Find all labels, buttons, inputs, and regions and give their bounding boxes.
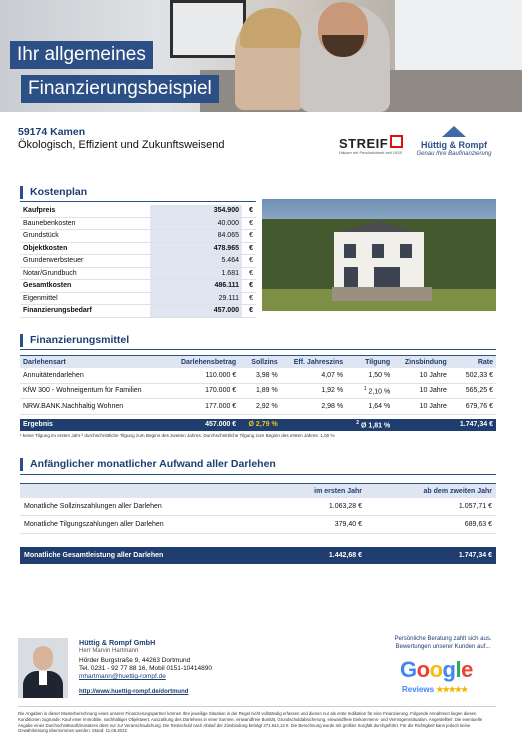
huettig-rompf-logo: [412, 126, 496, 157]
streif-logo-text: STREIF: [339, 136, 389, 151]
divider: [20, 201, 256, 202]
table-cell: 4,07 %: [281, 368, 346, 383]
table-cell: 170.000 €: [167, 383, 239, 399]
kostenplan-value: 5.464: [150, 255, 242, 268]
table-cell: 3,98 %: [239, 368, 281, 383]
streif-square-icon: [390, 135, 403, 148]
total-row: [20, 547, 496, 564]
table-cell: 177.000 €: [167, 399, 239, 415]
result-label: Ergebnis: [20, 419, 167, 431]
kostenplan-label: Kaufpreis: [20, 205, 150, 217]
google-reviews-label: [402, 685, 467, 694]
kostenplan-row: [20, 255, 256, 268]
kostenplan-value: 354.900: [150, 205, 242, 217]
kostenplan-row: [20, 292, 256, 305]
table-row: [20, 399, 496, 415]
avatar-head: [33, 646, 53, 670]
table-cell: 2,92 %: [239, 399, 281, 415]
kostenplan-row: [20, 305, 256, 318]
table-cell: 10 Jahre: [393, 399, 450, 415]
kostenplan-cur: €: [242, 267, 256, 280]
google-logo[interactable]: [400, 657, 473, 683]
kostenplan-label: Grunderwerbsteuer: [20, 255, 150, 268]
kostenplan-table: [20, 205, 256, 318]
col-header: Darlehensart: [20, 356, 167, 369]
col-header: im ersten Jahr: [271, 484, 366, 499]
house-photo: [262, 199, 496, 311]
section-title-kostenplan: Kostenplan: [20, 186, 87, 199]
table-cell: 679,76 €: [450, 399, 496, 415]
hero-title-line1: Ihr allgemeines: [10, 41, 153, 69]
result-row: [20, 419, 496, 431]
table-cell: 10 Jahre: [393, 368, 450, 383]
finanzierung-table: [20, 355, 496, 431]
kostenplan-cur: €: [242, 205, 256, 217]
disclaimer-text: Die Angaben in dieser Musterberechnung eines unserer Finanzierungspartner können Ihre jeweilige Situation in der Regel nicht vollständig erfassen und dienen nur als erste Indikation für eine Finanzierung. Folgende Annahmen liegen diesen Konditionen zugrunde: Kauf einer Immobilie, nachhaltiger Objektwert, Auszahlung des Darlehens in einer Summe, einwandfreie Bonität, Grundschuldabsicherung, einwandfreie Einkommens- und Vermögenssituation. Angestellte/r. Die eventuelle Angabe eines Durchschnittssollzinssatzes dient nur zur Veranschaulichung. Die Restschuld nach Ablauf der Zinsbindung beträgt 371.942,13 €. Die Berechnung wurde mit größter Sorgfalt durchgeführt. Für die Richtigkeit kann jedoch keine Gewährleistung übernommen werden. Stand: 11.05.2022: [18, 711, 483, 734]
avatar: [18, 638, 68, 698]
row-value-year1: 379,40 €: [271, 516, 366, 534]
footnote-mark: 2: [356, 419, 360, 426]
google-letter: l: [455, 657, 462, 682]
section-title-aufwand: Anfänglicher monatlicher Aufwand aller Darlehen: [20, 458, 276, 471]
contact-address: Hörder Burgstraße 9, 44263 Dortmund: [79, 657, 191, 664]
col-header: ab dem zweiten Jahr: [366, 484, 496, 499]
result-rate: 1.747,34 €: [450, 419, 496, 431]
kostenplan-label: Baunebenkosten: [20, 217, 150, 230]
table-row: [20, 383, 496, 399]
table-cell-tilgung: [346, 383, 393, 399]
kostenplan-value: 457.000: [150, 305, 242, 318]
kostenplan-row: [20, 217, 256, 230]
aufwand-table: [20, 483, 496, 564]
kostenplan-value: 84.065: [150, 230, 242, 243]
kostenplan-cur: €: [242, 217, 256, 230]
google-letter: e: [461, 657, 473, 682]
avatar-shirt: [39, 671, 47, 685]
table-cell: 502,33 €: [450, 368, 496, 383]
section-title-finanzierungsmittel: Finanzierungsmittel: [20, 334, 129, 347]
kostenplan-cur: €: [242, 230, 256, 243]
kostenplan-label: Gesamtkosten: [20, 280, 150, 293]
table-cell: 1,92 %: [281, 383, 346, 399]
result-tilgung: Ø 1,81 %: [361, 422, 391, 430]
house-subtitle: Ökologisch, Effizient und Zukunftsweisend: [18, 139, 225, 151]
table-cell: 2,98 %: [281, 399, 346, 415]
table-row: [20, 498, 496, 516]
photo-window: [372, 244, 384, 258]
photo-window: [374, 267, 400, 289]
kostenplan-row: [20, 267, 256, 280]
kostenplan-cur: €: [242, 292, 256, 305]
kostenplan-label: Grundstück: [20, 230, 150, 243]
footnote-mark: 1: [363, 386, 367, 393]
hr-logo-name: Hüttig & Rompf: [421, 140, 487, 150]
kostenplan-cur: €: [242, 280, 256, 293]
kostenplan-label: Notar/Grundbuch: [20, 267, 150, 280]
kostenplan-row: [20, 230, 256, 243]
table-cell: 110.000 €: [167, 368, 239, 383]
row-label: Monatliche Tilgungszahlungen aller Darlehen: [20, 516, 271, 534]
col-header: Zinsbindung: [393, 356, 450, 369]
contact-email-link[interactable]: mhartmann@huettig-rompf.de: [79, 673, 166, 680]
photo-terrace: [332, 287, 432, 301]
hero-title-line2: Finanzierungsbeispiel: [21, 75, 219, 103]
total-year2: 1.747,34 €: [366, 547, 496, 564]
col-header: Eff. Jahreszins: [281, 356, 346, 369]
row-label: Monatliche Sollzinszahlungen aller Darlehen: [20, 498, 271, 516]
table-cell: Annuitätendarlehen: [20, 368, 167, 383]
table-cell: 565,25 €: [450, 383, 496, 399]
table-cell: NRW.BANK.Nachhaltig Wohnen: [20, 399, 167, 415]
col-header: Rate: [450, 356, 496, 369]
contact-phone: Tel. 0231 - 92 77 88 16, Mobil 0151-10414890: [79, 665, 212, 672]
location-heading: 59174 Kamen: [18, 126, 86, 138]
kostenplan-value: 1.681: [150, 267, 242, 280]
result-sollzins: Ø 2,79 %: [239, 419, 281, 431]
kostenplan-row: [20, 242, 256, 255]
reviews-label: Reviews: [402, 685, 435, 694]
result-betrag: 457.000 €: [167, 419, 239, 431]
kostenplan-cur: €: [242, 305, 256, 318]
photo-window: [344, 244, 356, 258]
table-cell: KfW 300 - Wohneigentum für Familien: [20, 383, 167, 399]
result-empty: [393, 419, 450, 431]
table-cell: 1,50 %: [346, 368, 393, 383]
table-row: [20, 368, 496, 383]
col-header: Darlehensbetrag: [167, 356, 239, 369]
kostenplan-row: [20, 205, 256, 217]
kostenplan-value: 40.000: [150, 217, 242, 230]
tilgung-value: 2,10 %: [368, 388, 391, 396]
roof-icon: [442, 126, 466, 137]
streif-logo: [339, 135, 403, 151]
streif-tagline: Häuser mit Persönlichkeit seit 1928: [339, 150, 402, 155]
contact-website-link[interactable]: http://www.huettig-rompf.de/dortmund: [79, 689, 189, 695]
divider: [20, 349, 496, 350]
table-cell: 10 Jahre: [393, 383, 450, 399]
col-header: Sollzins: [239, 356, 281, 369]
kostenplan-label: Finanzierungsbedarf: [20, 305, 150, 318]
kostenplan-cur: €: [242, 242, 256, 255]
kostenplan-label: Objektkosten: [20, 242, 150, 255]
kostenplan-cur: €: [242, 255, 256, 268]
result-empty: [281, 419, 346, 431]
hr-logo-claim: Genau Ihre Baufinanzierung: [416, 151, 492, 157]
google-letter: o: [429, 657, 443, 682]
result-tilgung-cell: [346, 419, 393, 431]
table-cell: 1,89 %: [239, 383, 281, 399]
row-value-year1: 1.063,28 €: [271, 498, 366, 516]
google-letter: g: [442, 657, 456, 682]
divider: [20, 474, 496, 475]
google-letter: o: [416, 657, 430, 682]
row-value-year2: 689,63 €: [366, 516, 496, 534]
table-cell: 1,64 %: [346, 399, 393, 415]
divider: [18, 706, 496, 707]
star-rating-icon: ★★★★★: [436, 685, 468, 694]
contact-person: Herr Marvin Hartmann: [79, 648, 139, 654]
kostenplan-value: 486.111: [150, 280, 242, 293]
row-value-year2: 1.057,71 €: [366, 498, 496, 516]
reviews-text: Persönliche Beratung zahlt sich aus. Bewertungen unserer Kunden auf...: [394, 636, 492, 650]
kostenplan-value: 29.111: [150, 292, 242, 305]
kostenplan-row: [20, 280, 256, 293]
total-year1: 1.442,68 €: [271, 547, 366, 564]
kostenplan-label: Eigenmittel: [20, 292, 150, 305]
contact-company: Hüttig & Rompf GmbH: [79, 638, 156, 647]
footnote: ¹ keine Tilgung im ersten Jahr ² durchschnittliche Tilgung zum Beginn des zweiten Jahres. Durchschnittliche Tilgung zum Beginn des ersten Jahres: 1,00 %: [20, 433, 335, 438]
col-header: Tilgung: [346, 356, 393, 369]
kostenplan-value: 478.965: [150, 242, 242, 255]
google-letter: G: [400, 657, 417, 682]
total-label: Monatliche Gesamtleistung aller Darlehen: [20, 547, 271, 564]
photo-window: [400, 244, 412, 258]
photo-window: [344, 267, 358, 289]
hero-woman-hair: [240, 8, 302, 48]
table-row: [20, 516, 496, 534]
col-header-empty: [20, 484, 271, 499]
